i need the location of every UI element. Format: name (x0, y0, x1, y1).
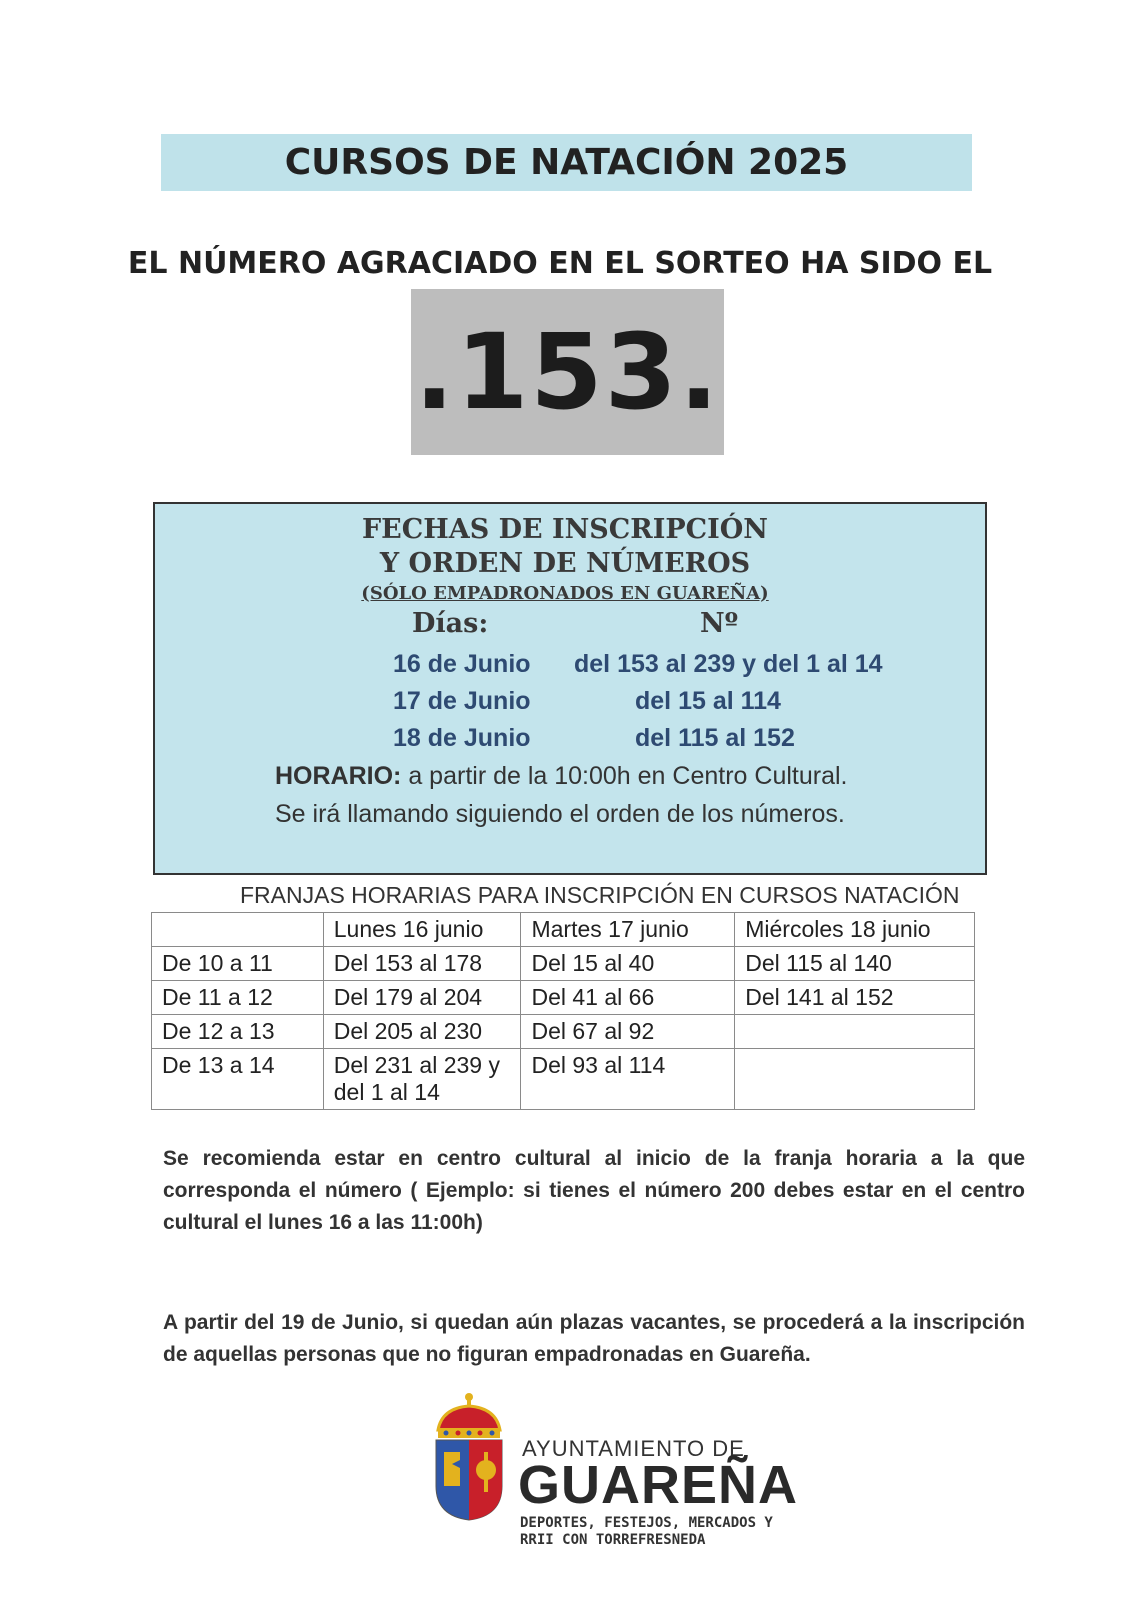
table-cell: De 12 a 13 (152, 1015, 324, 1049)
table-row (152, 981, 975, 1015)
logo-line1: AYUNTAMIENTO DE (522, 1436, 745, 1461)
table-row (152, 1015, 975, 1049)
page-title (161, 134, 972, 191)
logo-line3: DEPORTES, FESTEJOS, MERCADOS Y (520, 1515, 773, 1531)
day-row-1-day: 16 de Junio (393, 650, 531, 678)
table-cell: Del 67 al 92 (521, 1015, 735, 1049)
table-cell: Del 179 al 204 (323, 981, 521, 1015)
page-title-text: CURSOS DE NATACIÓN 2025 (284, 142, 849, 183)
table-cell: Del 205 al 230 (323, 1015, 521, 1049)
table-cell: Del 153 al 178 (323, 947, 521, 981)
table-cell: De 11 a 12 (152, 981, 324, 1015)
table-cell: Del 231 al 239 y del 1 al 14 (323, 1049, 521, 1110)
recommendation-paragraph: Se recomienda estar en centro cultural al inicio de la franja horaria a la que corresponda el número ( Ejemplo: si tienes el número 200 debes estar en el centro cultural el lunes 16 a las 11:00h) (163, 1147, 1025, 1234)
table-cell (735, 1049, 975, 1110)
logo-line4: RRII CON TORREFRESNEDA (520, 1532, 706, 1548)
coat-of-arms-icon (432, 1390, 506, 1522)
logo-line2: GUAREÑA (518, 1455, 799, 1515)
table-header-cell: Miércoles 18 junio (735, 913, 975, 947)
table-caption: FRANJAS HORARIAS PARA INSCRIPCIÓN EN CURSOS NATACIÓN (240, 882, 960, 908)
table-cell: Del 93 al 114 (521, 1049, 735, 1110)
time-slot-table (151, 912, 975, 1110)
day-row-1-range: del 153 al 239 y del 1 al 14 (574, 650, 883, 678)
table-cell: Del 41 al 66 (521, 981, 735, 1015)
table-cell: Del 141 al 152 (735, 981, 975, 1015)
day-row-2-day: 17 de Junio (393, 687, 531, 715)
schedule-line (275, 762, 847, 791)
day-row-3-range: del 115 al 152 (635, 724, 795, 752)
table-cell: Del 115 al 140 (735, 947, 975, 981)
logo-subtitle (520, 1515, 773, 1549)
winning-number-box (411, 289, 724, 455)
table-cell: De 10 a 11 (152, 947, 324, 981)
table-row (152, 947, 975, 981)
order-note: Se irá llamando siguiendo el orden de los números. (275, 800, 845, 828)
table-header-cell: Martes 17 junio (521, 913, 735, 947)
col-numbers-label: Nº (700, 608, 739, 639)
day-row-2-range: del 15 al 114 (635, 687, 781, 715)
registration-info-box (153, 502, 987, 875)
table-cell: Del 15 al 40 (521, 947, 735, 981)
announcement: EL NÚMERO AGRACIADO EN EL SORTEO HA SIDO EL (127, 246, 993, 281)
winning-number: .153. (414, 311, 721, 433)
table-header-cell: Lunes 16 junio (323, 913, 521, 947)
table-header-cell (152, 913, 324, 947)
later-registration-paragraph: A partir del 19 de Junio, si quedan aún plazas vacantes, se procederá a la inscripción de aquellas personas que no figuran empadronadas en Guareña. (163, 1311, 1025, 1366)
table-row (152, 1049, 975, 1110)
table-cell (735, 1015, 975, 1049)
col-days-label: Días: (412, 608, 489, 639)
table-header-row (152, 913, 975, 947)
table-cell: De 13 a 14 (152, 1049, 324, 1110)
day-row-3-day: 18 de Junio (393, 724, 531, 752)
info-heading-note: (SÓLO EMPADRONADOS EN GUAREÑA) (361, 583, 769, 604)
schedule-text: a partir de la 10:00h en Centro Cultural. (401, 762, 848, 790)
schedule-label: HORARIO: (275, 762, 402, 790)
info-heading-line2: Y ORDEN DE NÚMEROS (379, 548, 751, 579)
info-heading-line1: FECHAS DE INSCRIPCIÓN (362, 514, 768, 545)
